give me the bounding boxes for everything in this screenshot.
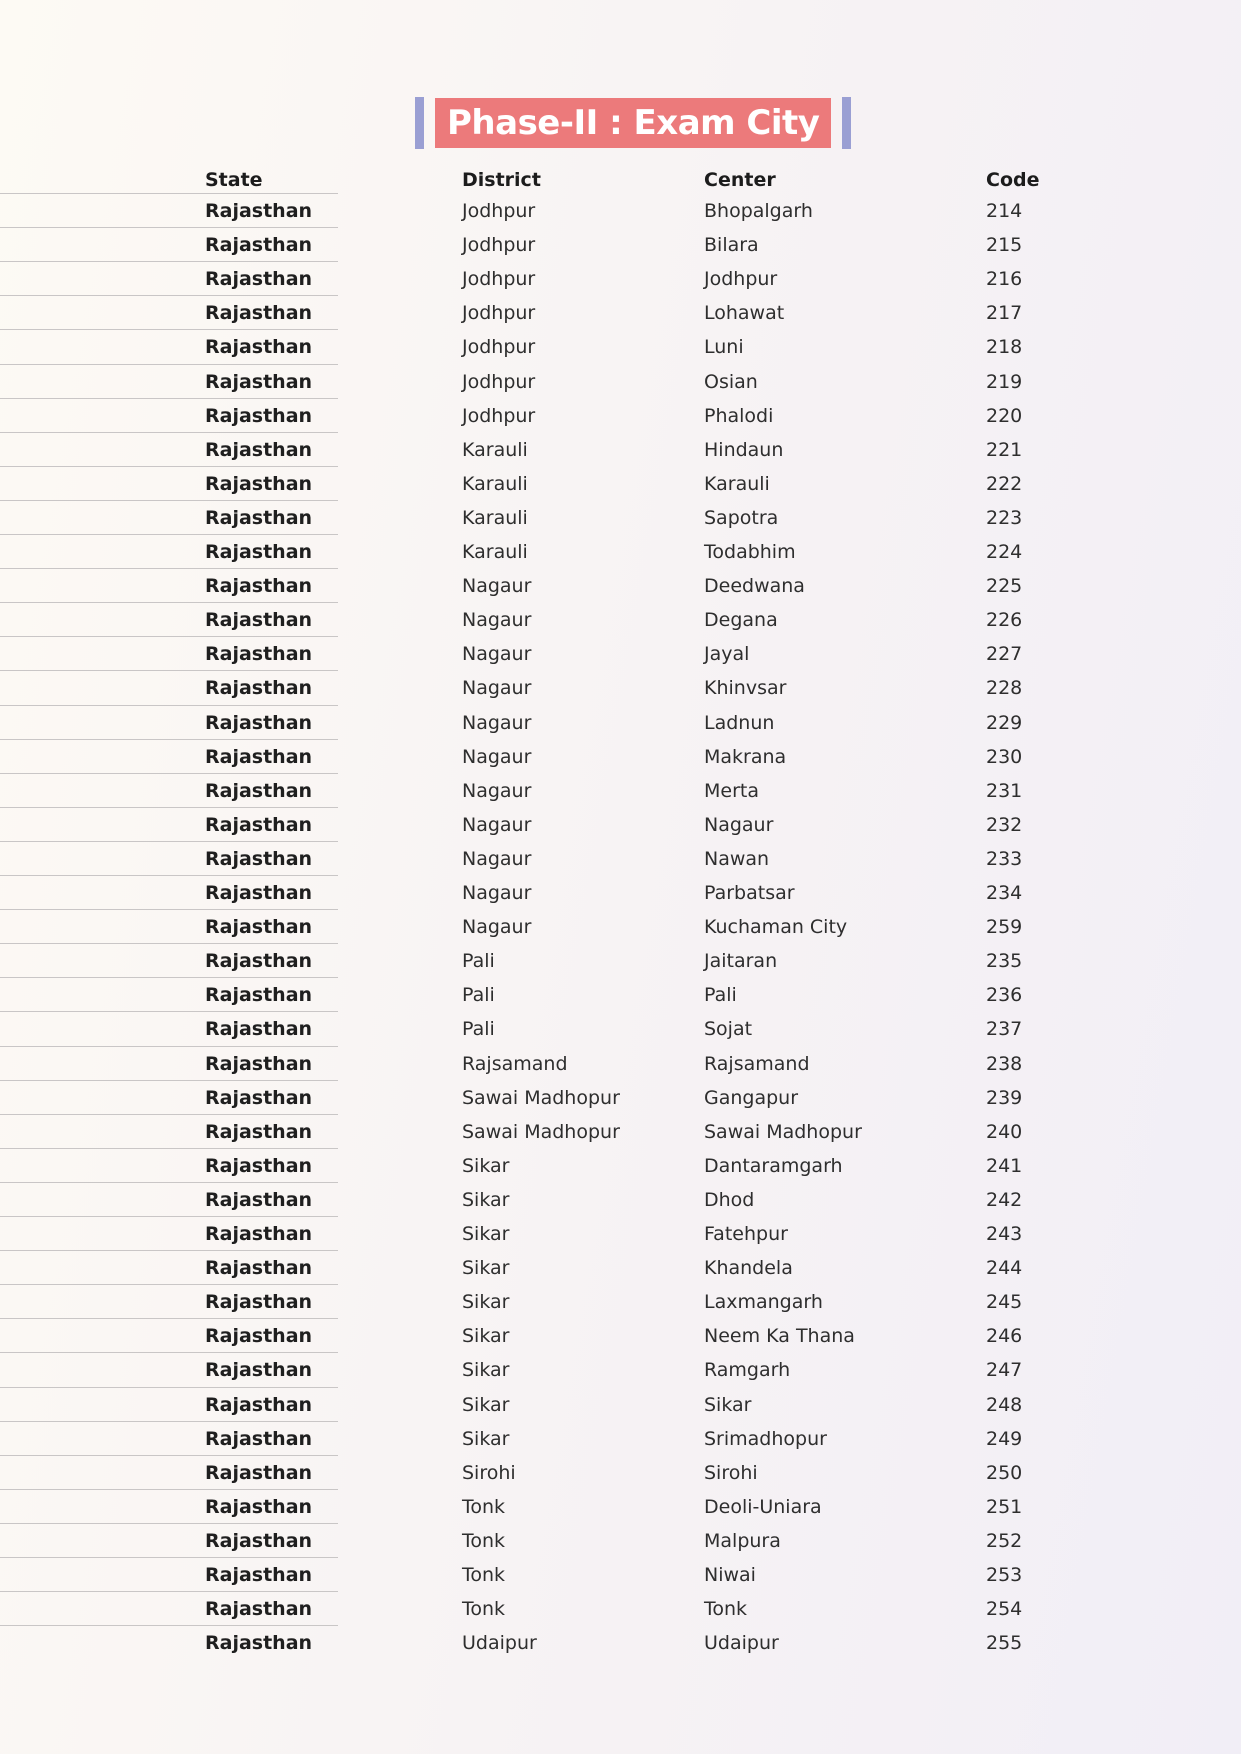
row-district: Nagaur	[462, 779, 532, 802]
row-center: Rajsamand	[704, 1052, 810, 1075]
row-state: Rajasthan	[205, 1495, 313, 1518]
row-code: 238	[986, 1052, 1023, 1075]
row-code: 228	[986, 677, 1023, 700]
table-row	[0, 1422, 1241, 1456]
table-row	[0, 228, 1241, 262]
row-center: Khinvsar	[704, 677, 787, 700]
row-code: 251	[986, 1495, 1023, 1518]
row-center: Deedwana	[704, 575, 805, 598]
row-district: Jodhpur	[462, 370, 536, 393]
row-state: Rajasthan	[205, 882, 313, 904]
row-code: 223	[986, 506, 1023, 529]
row-center: Osian	[704, 370, 758, 393]
row-center: Sawai Madhopur	[704, 1120, 862, 1143]
right-accent-bar	[842, 97, 851, 149]
row-code: 224	[986, 541, 1023, 563]
row-state: Rajasthan	[205, 711, 313, 734]
table-row	[0, 1149, 1241, 1183]
row-code: 242	[986, 1188, 1023, 1211]
row-state: Rajasthan	[205, 438, 313, 461]
table-row	[0, 944, 1241, 978]
row-state: Rajasthan	[205, 847, 313, 870]
row-center: Karauli	[704, 472, 770, 495]
row-center: Hindaun	[704, 438, 784, 461]
row-state: Rajasthan	[205, 643, 313, 666]
row-code: 252	[986, 1529, 1023, 1552]
table-row	[0, 1183, 1241, 1217]
row-district: Jodhpur	[462, 302, 536, 325]
row-district: Nagaur	[462, 575, 532, 598]
table-row	[0, 399, 1241, 433]
table-row	[0, 1558, 1241, 1592]
row-district: Pali	[462, 984, 495, 1007]
table-row	[0, 501, 1241, 535]
table-row	[0, 1490, 1241, 1524]
row-center: Udaipur	[704, 1632, 779, 1655]
row-district: Sikar	[462, 1359, 510, 1382]
table-row	[0, 1456, 1241, 1490]
table-row	[0, 1047, 1241, 1081]
row-district: Nagaur	[462, 745, 532, 768]
row-district: Sikar	[462, 1223, 510, 1245]
table-row	[0, 1388, 1241, 1422]
row-state: Rajasthan	[205, 404, 313, 427]
row-center: Jaitaran	[704, 950, 778, 973]
row-state: Rajasthan	[205, 1188, 313, 1211]
table-row	[0, 1217, 1241, 1251]
row-code: 216	[986, 268, 1023, 291]
row-state: Rajasthan	[205, 1529, 313, 1552]
row-district: Sikar	[462, 1291, 510, 1314]
row-district: Sikar	[462, 1154, 510, 1177]
row-state: Rajasthan	[205, 1052, 313, 1075]
row-center: Fatehpur	[704, 1223, 788, 1245]
row-district: Sikar	[462, 1325, 510, 1348]
row-center: Pali	[704, 984, 737, 1007]
row-code: 259	[986, 916, 1023, 939]
row-state: Rajasthan	[205, 1086, 313, 1109]
row-district: Nagaur	[462, 916, 532, 939]
row-district: Sikar	[462, 1257, 510, 1280]
row-district: Nagaur	[462, 609, 532, 632]
row-code: 229	[986, 711, 1023, 734]
row-state: Rajasthan	[205, 1359, 313, 1382]
row-state: Rajasthan	[205, 1325, 313, 1348]
table-row	[0, 706, 1241, 740]
row-district: Karauli	[462, 541, 528, 563]
row-state: Rajasthan	[205, 984, 313, 1007]
row-district: Jodhpur	[462, 268, 536, 291]
row-state: Rajasthan	[205, 779, 313, 802]
row-district: Nagaur	[462, 847, 532, 870]
row-district: Karauli	[462, 472, 528, 495]
row-code: 236	[986, 984, 1023, 1007]
table-row	[0, 876, 1241, 910]
table-row	[0, 1285, 1241, 1319]
row-center: Laxmangarh	[704, 1291, 823, 1314]
row-state: Rajasthan	[205, 370, 313, 393]
row-center: Neem Ka Thana	[704, 1325, 855, 1348]
table-row	[0, 365, 1241, 399]
row-center: Makrana	[704, 745, 787, 768]
table-row	[0, 330, 1241, 364]
table-row	[0, 1251, 1241, 1285]
table-row	[0, 1353, 1241, 1387]
table-row	[0, 1592, 1241, 1626]
row-code: 240	[986, 1120, 1023, 1143]
row-center: Phalodi	[704, 404, 774, 427]
row-state: Rajasthan	[205, 268, 313, 291]
row-center: Todabhim	[704, 541, 796, 563]
table-row	[0, 262, 1241, 296]
table-row	[0, 740, 1241, 774]
row-district: Tonk	[462, 1564, 506, 1586]
row-code: 244	[986, 1257, 1023, 1280]
row-code: 231	[986, 779, 1023, 802]
header-state: State	[205, 169, 263, 191]
header-code: Code	[986, 169, 1040, 191]
table-row	[0, 1319, 1241, 1353]
row-center: Sikar	[704, 1393, 752, 1416]
row-state: Rajasthan	[205, 1393, 313, 1416]
row-code: 235	[986, 950, 1023, 973]
row-center: Gangapur	[704, 1086, 799, 1109]
row-center: Lohawat	[704, 302, 785, 325]
row-district: Sikar	[462, 1188, 510, 1211]
row-center: Ladnun	[704, 711, 775, 734]
row-code: 253	[986, 1564, 1023, 1586]
table-row	[0, 1626, 1241, 1660]
table-row	[0, 535, 1241, 569]
row-code: 237	[986, 1018, 1023, 1041]
row-district: Tonk	[462, 1529, 506, 1552]
row-district: Rajsamand	[462, 1052, 568, 1075]
row-center: Dhod	[704, 1188, 755, 1211]
table-row	[0, 1012, 1241, 1046]
row-state: Rajasthan	[205, 336, 313, 359]
table-row	[0, 194, 1241, 228]
table-row	[0, 910, 1241, 944]
table-row	[0, 569, 1241, 603]
row-state: Rajasthan	[205, 302, 313, 325]
table-header	[0, 163, 1241, 195]
row-code: 234	[986, 882, 1023, 904]
row-code: 246	[986, 1325, 1023, 1348]
row-code: 241	[986, 1154, 1023, 1177]
table-row	[0, 671, 1241, 705]
row-state: Rajasthan	[205, 950, 313, 973]
row-center: Sirohi	[704, 1461, 758, 1484]
row-district: Sikar	[462, 1427, 510, 1450]
row-code: 230	[986, 745, 1023, 768]
row-district: Jodhpur	[462, 200, 536, 222]
row-state: Rajasthan	[205, 1257, 313, 1280]
row-code: 247	[986, 1359, 1023, 1382]
row-district: Jodhpur	[462, 234, 536, 257]
page-title: Phase-II : Exam City	[435, 98, 831, 148]
table-row	[0, 603, 1241, 637]
row-district: Tonk	[462, 1495, 506, 1518]
table-row	[0, 774, 1241, 808]
table-row	[0, 296, 1241, 330]
row-code: 227	[986, 643, 1023, 666]
row-code: 239	[986, 1086, 1023, 1109]
row-code: 222	[986, 472, 1023, 495]
header-center: Center	[704, 169, 776, 191]
row-code: 221	[986, 438, 1023, 461]
row-district: Udaipur	[462, 1632, 537, 1655]
row-district: Nagaur	[462, 677, 532, 700]
row-code: 215	[986, 234, 1023, 257]
row-center: Malpura	[704, 1529, 781, 1552]
row-district: Karauli	[462, 506, 528, 529]
row-code: 220	[986, 404, 1023, 427]
row-district: Pali	[462, 950, 495, 973]
row-state: Rajasthan	[205, 916, 313, 939]
row-district: Nagaur	[462, 643, 532, 666]
row-code: 254	[986, 1598, 1023, 1621]
row-state: Rajasthan	[205, 1018, 313, 1041]
row-code: 243	[986, 1223, 1023, 1245]
table-row	[0, 842, 1241, 876]
row-code: 214	[986, 200, 1023, 222]
row-state: Rajasthan	[205, 541, 313, 563]
row-center: Merta	[704, 779, 759, 802]
row-district: Jodhpur	[462, 404, 536, 427]
row-center: Nagaur	[704, 813, 774, 836]
row-center: Dantaramgarh	[704, 1154, 843, 1177]
row-district: Jodhpur	[462, 336, 536, 359]
row-code: 225	[986, 575, 1023, 598]
row-center: Ramgarh	[704, 1359, 791, 1382]
table-row	[0, 1115, 1241, 1149]
row-center: Deoli-Uniara	[704, 1495, 822, 1518]
row-code: 219	[986, 370, 1023, 393]
row-state: Rajasthan	[205, 1598, 313, 1621]
table-row	[0, 467, 1241, 501]
row-center: Luni	[704, 336, 744, 359]
row-code: 232	[986, 813, 1023, 836]
row-center: Bhopalgarh	[704, 200, 813, 222]
row-state: Rajasthan	[205, 200, 313, 222]
row-state: Rajasthan	[205, 506, 313, 529]
row-center: Sapotra	[704, 506, 779, 529]
row-state: Rajasthan	[205, 609, 313, 632]
row-district: Karauli	[462, 438, 528, 461]
row-district: Nagaur	[462, 711, 532, 734]
row-district: Tonk	[462, 1598, 506, 1621]
row-code: 217	[986, 302, 1023, 325]
row-code: 248	[986, 1393, 1023, 1416]
row-code: 250	[986, 1461, 1023, 1484]
row-state: Rajasthan	[205, 1461, 313, 1484]
row-state: Rajasthan	[205, 234, 313, 257]
row-district: Sawai Madhopur	[462, 1120, 620, 1143]
row-district: Nagaur	[462, 813, 532, 836]
row-code: 245	[986, 1291, 1023, 1314]
row-center: Degana	[704, 609, 778, 632]
row-state: Rajasthan	[205, 745, 313, 768]
row-state: Rajasthan	[205, 1120, 313, 1143]
row-state: Rajasthan	[205, 1291, 313, 1314]
table-row	[0, 808, 1241, 842]
row-state: Rajasthan	[205, 1154, 313, 1177]
row-code: 233	[986, 847, 1023, 870]
row-center: Bilara	[704, 234, 759, 257]
table-row	[0, 978, 1241, 1012]
row-state: Rajasthan	[205, 1632, 313, 1655]
header-district: District	[462, 169, 541, 191]
row-state: Rajasthan	[205, 575, 313, 598]
left-accent-bar	[415, 97, 424, 149]
row-state: Rajasthan	[205, 472, 313, 495]
row-center: Nawan	[704, 847, 770, 870]
table-row	[0, 1524, 1241, 1558]
row-center: Srimadhopur	[704, 1427, 827, 1450]
page-title-block	[415, 97, 851, 149]
row-district: Nagaur	[462, 882, 532, 904]
row-district: Sikar	[462, 1393, 510, 1416]
table-row	[0, 1081, 1241, 1115]
row-district: Pali	[462, 1018, 495, 1041]
row-district: Sawai Madhopur	[462, 1086, 620, 1109]
row-center: Tonk	[704, 1598, 748, 1621]
table-row	[0, 433, 1241, 467]
row-code: 255	[986, 1632, 1023, 1655]
row-code: 226	[986, 609, 1023, 632]
row-center: Kuchaman City	[704, 916, 848, 939]
row-state: Rajasthan	[205, 1564, 313, 1586]
row-center: Sojat	[704, 1018, 753, 1041]
row-state: Rajasthan	[205, 677, 313, 700]
row-code: 218	[986, 336, 1023, 359]
row-state: Rajasthan	[205, 813, 313, 836]
row-center: Jodhpur	[704, 268, 778, 291]
row-center: Niwai	[704, 1564, 756, 1586]
row-code: 249	[986, 1427, 1023, 1450]
row-state: Rajasthan	[205, 1427, 313, 1450]
row-district: Sirohi	[462, 1461, 516, 1484]
row-center: Khandela	[704, 1257, 793, 1280]
table-row	[0, 637, 1241, 671]
row-center: Parbatsar	[704, 882, 795, 904]
row-center: Jayal	[704, 643, 750, 666]
row-state: Rajasthan	[205, 1223, 313, 1245]
